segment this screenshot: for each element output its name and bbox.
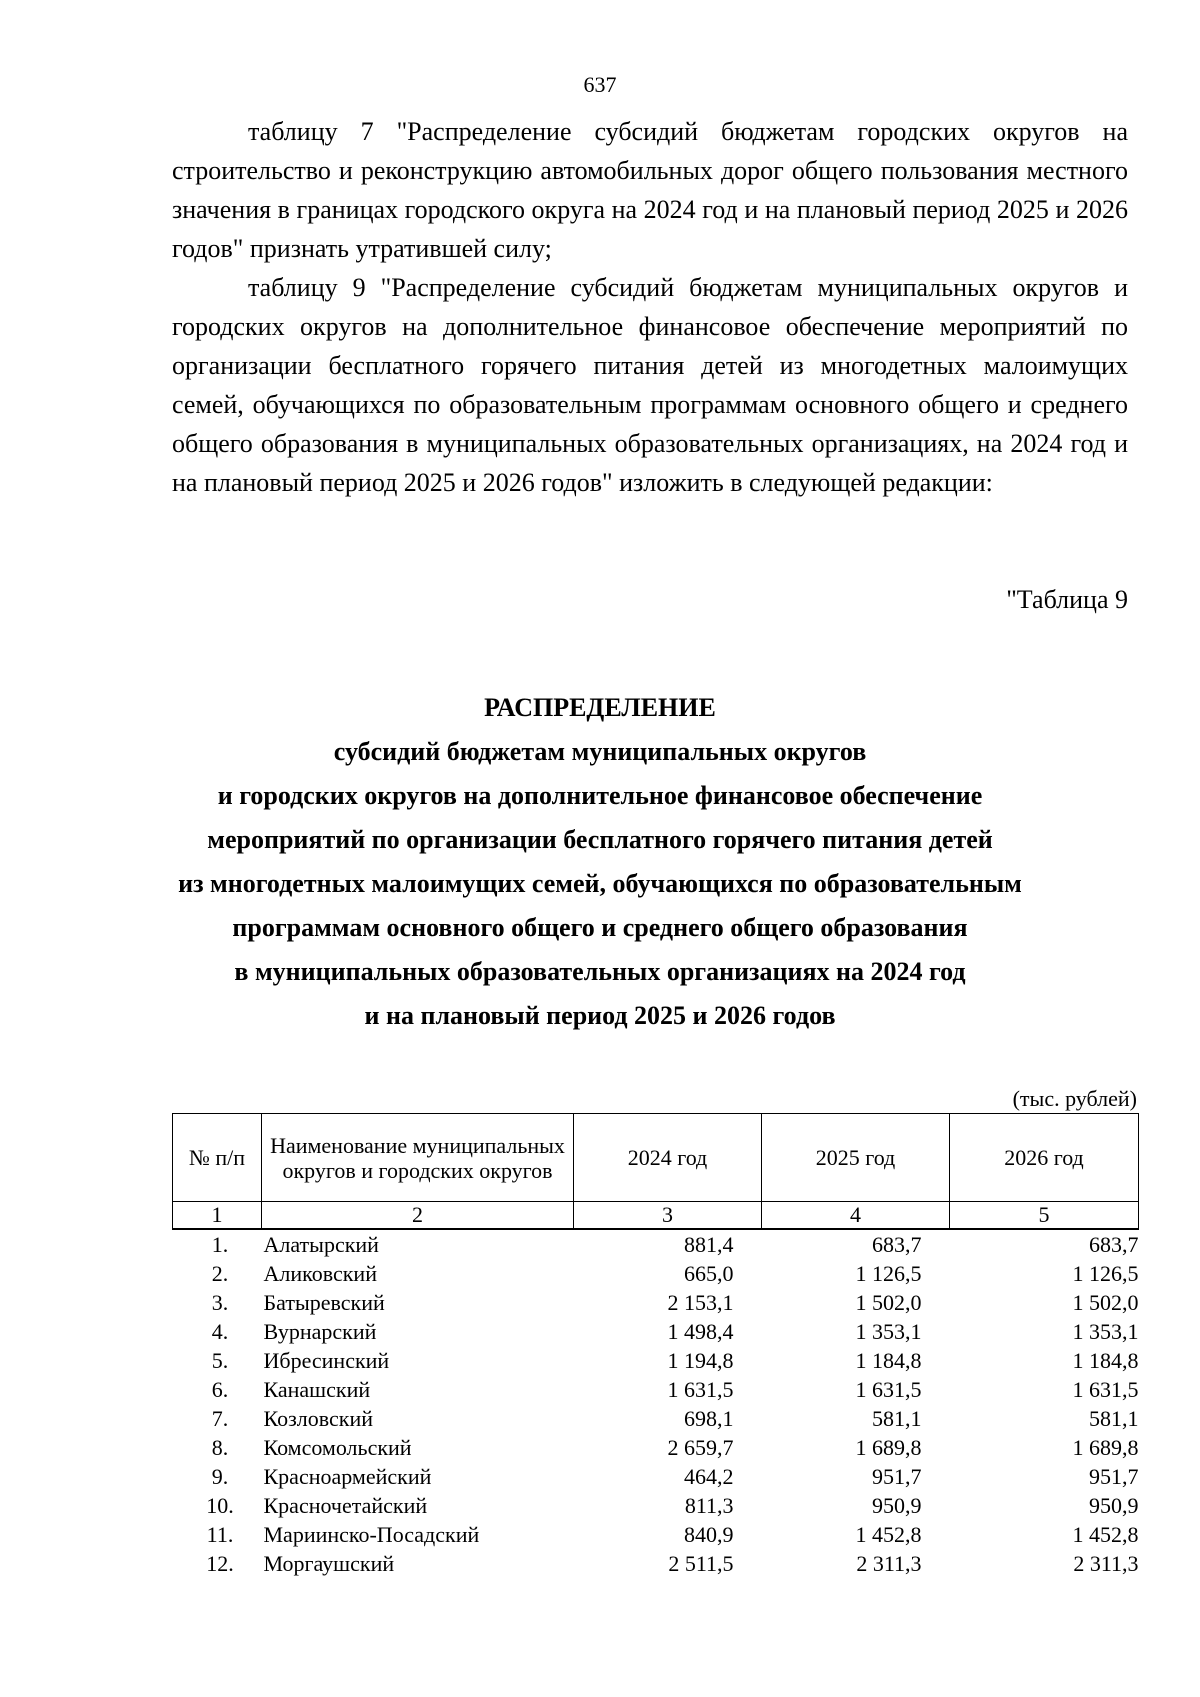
table-column-numbers-row (173, 1202, 1139, 1230)
district-name: Комсомольский (263, 1435, 412, 1460)
table-row (173, 1259, 1139, 1288)
column-number: 2 (262, 1202, 574, 1230)
value-2026: 2 311,3 (1073, 1551, 1139, 1576)
distribution-table (172, 1113, 1139, 1578)
table-row (173, 1491, 1139, 1520)
row-number: 6. (211, 1377, 229, 1402)
column-number: 5 (950, 1202, 1139, 1230)
units-label: (тыс. рублей) (1012, 1086, 1137, 1111)
value-2026: 1 184,8 (1072, 1348, 1139, 1373)
table-heading (0, 686, 1200, 1038)
table-row (173, 1520, 1139, 1549)
value-2026: 1 689,8 (1072, 1435, 1139, 1460)
table-row (173, 1462, 1139, 1491)
heading-line: и городских округов на дополнительное финансовое обеспечение (217, 781, 983, 810)
table-body (173, 1229, 1139, 1578)
value-2025: 950,9 (872, 1493, 922, 1518)
row-number: 12. (206, 1551, 234, 1576)
value-2026: 683,7 (1089, 1232, 1139, 1257)
value-2026: 1 452,8 (1072, 1522, 1139, 1547)
value-2026: 1 502,0 (1072, 1290, 1139, 1315)
value-2025: 683,7 (872, 1232, 922, 1257)
table-row (173, 1433, 1139, 1462)
value-2024: 1 194,8 (667, 1348, 734, 1373)
heading-title: РАСПРЕДЕЛЕНИЕ (484, 693, 716, 722)
heading-line: программам основного общего и среднего общего образования (232, 913, 968, 942)
value-2024: 665,0 (684, 1261, 734, 1286)
value-2024: 2 511,5 (668, 1551, 734, 1576)
value-2025: 1 631,5 (855, 1377, 922, 1402)
value-2025: 581,1 (872, 1406, 922, 1431)
heading-line: субсидий бюджетам муниципальных округов (333, 737, 867, 766)
value-2024: 881,4 (684, 1232, 734, 1257)
paragraph-table-7: таблицу 7 "Распределение субсидий бюджетам городских округов на строительство и реконструкцию автомобильных дорог общего пользования местного значения в границах городского округа на 2024 год и на плановый период 2025 и 2026 годов" признать утратившей силу; (172, 117, 1128, 263)
district-name: Аликовский (263, 1261, 377, 1286)
value-2025: 1 689,8 (855, 1435, 922, 1460)
table-reference: "Таблица 9 (1006, 585, 1128, 614)
table-row (173, 1549, 1139, 1578)
value-2026: 581,1 (1089, 1406, 1139, 1431)
heading-line: и на плановый период 2025 и 2026 годов (364, 1001, 836, 1030)
value-2024: 1 631,5 (667, 1377, 734, 1402)
table-row (173, 1317, 1139, 1346)
row-number: 9. (211, 1464, 229, 1489)
value-2024: 840,9 (684, 1522, 734, 1547)
value-2024: 2 659,7 (667, 1435, 734, 1460)
district-name: Моргаушский (263, 1551, 395, 1576)
district-name: Канашский (263, 1377, 371, 1402)
value-2025: 951,7 (872, 1464, 922, 1489)
header-2024: 2024 год (574, 1114, 762, 1202)
page-number: 637 (583, 72, 617, 97)
value-2024: 2 153,1 (667, 1290, 734, 1315)
body-text (172, 112, 1128, 502)
row-number: 5. (211, 1348, 229, 1373)
header-2026: 2026 год (950, 1114, 1139, 1202)
district-name: Батыревский (263, 1290, 385, 1315)
district-name: Красноармейский (263, 1464, 432, 1489)
district-name: Мариинско-Посадский (263, 1522, 480, 1547)
value-2025: 1 452,8 (855, 1522, 922, 1547)
district-name: Алатырский (263, 1232, 379, 1257)
value-2025: 1 184,8 (855, 1348, 922, 1373)
district-name: Красночетайский (263, 1493, 428, 1518)
heading-line: в муниципальных образовательных организациях на 2024 год (234, 957, 966, 986)
value-2024: 1 498,4 (667, 1319, 734, 1344)
table-row (173, 1375, 1139, 1404)
row-number: 8. (211, 1435, 229, 1460)
table-row (173, 1288, 1139, 1317)
row-number: 2. (211, 1261, 229, 1286)
heading-line: мероприятий по организации бесплатного горячего питания детей (207, 825, 993, 854)
row-number: 7. (211, 1406, 229, 1431)
heading-line: из многодетных малоимущих семей, обучающихся по образовательным (178, 869, 1022, 898)
row-number: 1. (211, 1232, 229, 1257)
value-2025: 2 311,3 (856, 1551, 922, 1576)
district-name: Козловский (263, 1406, 374, 1431)
value-2025: 1 502,0 (855, 1290, 922, 1315)
header-name: Наименование муниципальных округов и городских округов (262, 1114, 574, 1202)
value-2025: 1 353,1 (855, 1319, 922, 1344)
column-number: 4 (762, 1202, 950, 1230)
value-2026: 950,9 (1089, 1493, 1139, 1518)
value-2026: 951,7 (1089, 1464, 1139, 1489)
row-number: 10. (206, 1493, 234, 1518)
value-2025: 1 126,5 (855, 1261, 922, 1286)
row-number: 11. (206, 1522, 234, 1547)
header-num: № п/п (173, 1114, 262, 1202)
column-number: 3 (574, 1202, 762, 1230)
row-number: 3. (211, 1290, 229, 1315)
table-row (173, 1404, 1139, 1433)
table-row (173, 1229, 1139, 1259)
column-number: 1 (173, 1202, 262, 1230)
district-name: Ибресинский (263, 1348, 390, 1373)
value-2024: 811,3 (684, 1493, 734, 1518)
table-header-row (173, 1114, 1139, 1202)
district-name: Вурнарский (263, 1319, 377, 1344)
paragraph-table-9: таблицу 9 "Распределение субсидий бюджетам муниципальных округов и городских округов на дополнительное финансовое обеспечение мероприятий по организации бесплатного горячего питания детей из многодетных малоимущих семей, обучающихся по образовательным программам основного общего и среднего общего образования в муниципальных образовательных организациях, на 2024 год и на плановый период 2025 и 2026 годов" изложить в следующей редакции: (172, 273, 1128, 497)
value-2026: 1 353,1 (1072, 1319, 1139, 1344)
value-2026: 1 126,5 (1072, 1261, 1139, 1286)
value-2024: 698,1 (684, 1406, 734, 1431)
value-2026: 1 631,5 (1072, 1377, 1139, 1402)
row-number: 4. (211, 1319, 229, 1344)
header-2025: 2025 год (762, 1114, 950, 1202)
value-2024: 464,2 (684, 1464, 734, 1489)
table-row (173, 1346, 1139, 1375)
